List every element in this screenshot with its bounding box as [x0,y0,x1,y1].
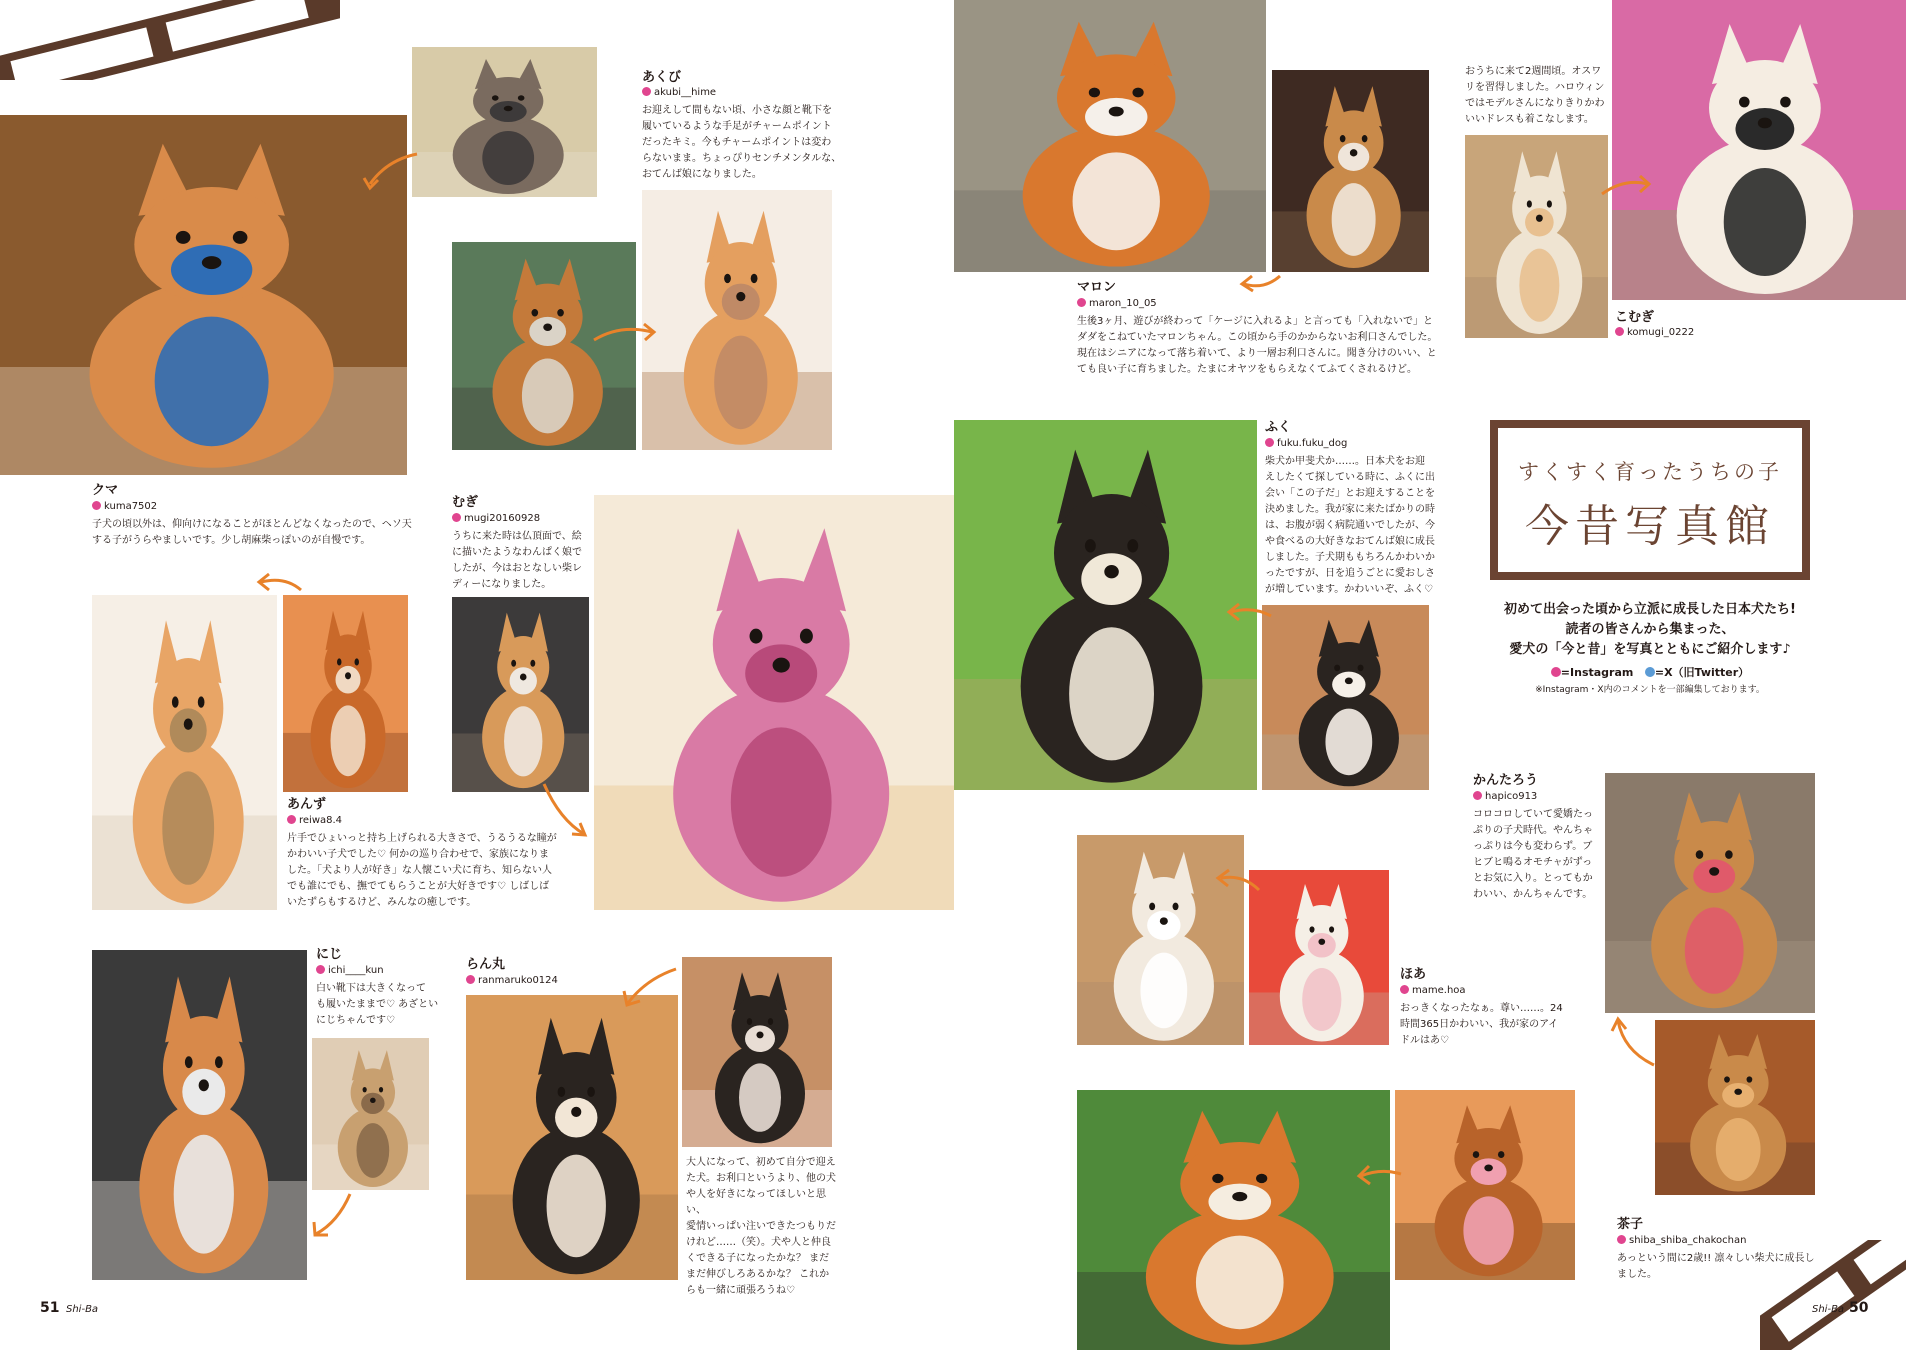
instagram-icon [1617,1235,1626,1244]
comment-line: ヒブヒ鳴るオモチャがずっ [1473,857,1593,868]
comment-line: ぷりの子犬時代。やんちゃ [1473,825,1593,836]
handle-text: fuku.fuku_dog [1277,438,1348,449]
comment-line: だったキミ。今もチャームポイントは変わ [642,137,832,148]
handle-text: reiwa8.4 [299,815,343,826]
comment-line: 履いているような手足がチャームポイント [642,121,832,132]
dog-photo-image [1249,870,1389,1045]
comment-line: うちに来た時は仏頂面で、絵 [452,531,582,542]
dog-handle [1077,298,1157,310]
dog-handle [452,513,540,525]
comment-line: いいドレスも着こなします。 [1465,114,1594,125]
photo-fuku-now [954,420,1257,790]
handle-text: mugi20160928 [464,513,541,524]
dog-photo-image [1465,135,1608,338]
dog-comment [1473,807,1603,903]
comment-line: わいい、かんちゃんです。 [1473,889,1593,900]
dog-name: ほあ [1400,967,1427,982]
comment-line: しました。子犬期ももちろんかわいか [1265,552,1435,563]
dog-name: あんず [287,797,327,812]
dog-comment [1265,454,1445,598]
dog-photo-image [1262,605,1429,790]
comment-line: ダダをこねていたマロンちゃん。この頃から手のかからないお利口さんでした。 [1077,332,1438,343]
arrow-icon [310,1190,355,1240]
feature-note: ※Instagram・X内のコメントを一部編集しております。 [1535,685,1765,695]
comment-line: らも一緒に頑張ろうね♡ [686,1285,795,1296]
lead-line: 読者の皆さんから集まった、 [1565,622,1735,637]
comment-line: や食べるの大好きなおてんば娘に成長 [1265,536,1435,547]
handle-text: akubi__hime [654,87,717,98]
photo-chako-now [1077,1090,1390,1350]
instagram-icon [1551,667,1561,677]
comment-line: けれど……（笑）。犬や人と仲良 [686,1237,831,1248]
comment-line: おうちに来て2週間頃。オスワ [1465,66,1602,77]
instagram-icon [642,87,651,96]
arrow-icon [1610,1015,1660,1070]
arrow-icon [362,148,422,193]
comment-line: ではモデルさんになりきりかわ [1465,98,1605,109]
dog-photo-image [642,190,832,450]
dog-name: 茶子 [1617,1217,1644,1232]
photo-mugi-puppy [452,597,589,792]
arrow-icon [1238,270,1283,295]
dog-comment [1400,1001,1565,1049]
handle-text: maron_10_05 [1089,298,1157,309]
dog-photo-image [92,950,307,1280]
comment-line: が増しています。かわいいぞ、ふく♡ [1265,584,1433,595]
instagram-icon [452,513,461,522]
instagram-icon [316,965,325,974]
photo-akubi-now [642,190,832,450]
comment-line: リを習得しました。ハロウィン [1465,82,1605,93]
dog-name: ふく [1265,420,1292,435]
dog-handle [1617,1235,1746,1247]
photo-hoa-puppy [1249,870,1389,1045]
comment-line: ても良い子に育ちました。たまにオヤツをもらえなくてふてくされるけど。 [1077,364,1417,375]
dog-photo-image [1077,1090,1390,1350]
dog-comment [642,103,842,183]
comment-line: ドルはあ♡ [1400,1035,1449,1046]
legend-x: =X（旧Twitter） [1654,666,1750,679]
comment-line: まだ伸びしろあるかな？ これか [686,1269,830,1280]
film-strip-top-left [0,0,340,80]
photo-anzu-now [92,595,277,910]
feature-subtitle: すくすく育ったうちの子 [1518,460,1782,484]
photo-kantaro-puppy [1655,1020,1815,1195]
photo-mugi-now [594,495,954,910]
sns-legend [1480,664,1820,680]
feature-title-frame [1490,420,1810,580]
lead-line: 初めて出会った頃から立派に成長した日本犬たち! [1504,602,1796,617]
comment-line: したが、今はおとなしい柴レ [452,563,582,574]
comment-line: 現在はシニアになって落ち着いて、より一層お利口さんに。聞き分けのいい、と [1077,348,1437,359]
comment-line: 時間365日かわいい、我が家のアイ [1400,1019,1559,1030]
photo-maron-now [954,0,1266,272]
comment-line: らないまま。ちょっぴりセンチメンタルな、 [642,153,842,164]
comment-line: ディーになりました。 [452,579,552,590]
dog-name: むぎ [452,495,479,510]
dog-photo-image [1605,773,1815,1013]
dog-name: あくび [642,70,682,85]
photo-ranmaru-now [466,995,678,1280]
dog-photo-image [954,0,1266,272]
dog-handle [1615,327,1694,339]
dog-comment [686,1155,836,1299]
comment-line: 白い靴下は大きくなって [316,983,426,994]
dog-name: クマ [92,483,119,498]
feature-lead [1480,600,1820,660]
arrow-icon [1598,170,1653,200]
page-number-right: 50 [1849,1300,1869,1316]
comment-line: 生後3ヶ月、遊びが終わって「ケージに入れるよ」と言っても「入れないで」と [1077,316,1434,327]
dog-handle [466,975,558,987]
dog-comment [1077,314,1447,378]
comment-line: えしたくて探している時に、ふくに出 [1265,472,1435,483]
photo-komugi-puppy [1465,135,1608,338]
dog-handle [92,501,157,513]
dog-photo-image [312,1038,429,1190]
dog-comment [316,981,441,1029]
magazine-brand-right: Shi-Ba [1812,1304,1845,1315]
instagram-icon [1615,327,1624,336]
dog-handle [642,87,716,99]
photo-anzu-puppy [283,595,408,792]
photo-ranmaru-puppy [682,957,832,1147]
magazine-brand-left: Shi-Ba [66,1304,99,1315]
dog-handle [316,965,384,977]
handle-text: shiba_shiba_chakochan [1629,1235,1747,1246]
comment-line: 大人になって、初めて自分で迎え [686,1157,836,1168]
dog-handle [1265,438,1347,450]
instagram-icon [1400,985,1409,994]
photo-kuma-now [0,115,407,475]
instagram-icon [1265,438,1274,447]
comment-line: した。「犬より人が好き」な人懐こい犬に育ち、知らない人 [287,865,552,876]
dog-photo-image [466,995,678,1280]
dog-comment [287,831,587,911]
dog-name: らん丸 [466,957,506,972]
dog-photo-image [594,495,954,910]
comment-line: おてんば娘になりました。 [642,169,762,180]
photo-niji-now [92,950,307,1280]
comment-line: た犬。お利口というより、他の犬 [686,1173,836,1184]
comment-line: 子犬の頃以外は、仰向けになることがほとんどなくなったので、ヘソ天 [92,519,412,530]
comment-line: くできる子になったかな？ まだ [686,1253,830,1264]
photo-hoa-now [1077,835,1244,1045]
instagram-icon [1473,791,1482,800]
comment-line: 会い「この子だ」とお迎えすることを [1265,488,1435,499]
page-number-left: 51 [40,1300,60,1316]
comment-line: でも誰にでも、撫でてもらうことが大好きです♡ しばしば [287,881,550,892]
photo-maron-puppy [1272,70,1429,272]
dog-comment [452,529,592,593]
comment-line: ったですが、日を追うごとに愛おしさ [1265,568,1435,579]
handle-text: hapico913 [1485,791,1538,802]
photo-chako-puppy [1395,1090,1575,1280]
comment-line: 決めました。我が家に来たばかりの時 [1265,504,1435,515]
comment-line: する子がうらやましいです。少し胡麻柴っぽいのが自慢です。 [92,535,371,546]
photo-fuku-puppy [1262,605,1429,790]
comment-line: コロコロしていて愛嬌たっ [1473,809,1593,820]
instagram-icon [466,975,475,984]
instagram-icon [287,815,296,824]
dog-photo-image [1395,1090,1575,1280]
photo-niji-puppy [312,1038,429,1190]
handle-text: komugi_0222 [1627,327,1695,338]
dog-name: にじ [316,947,343,962]
feature-title: 今昔写真館 [1525,501,1775,552]
dog-name: マロン [1077,280,1117,295]
photo-kantaro-now [1605,773,1815,1013]
dog-name: かんたろう [1473,773,1539,788]
comment-line: かわいい子犬でした♡ 何かの巡り合わせで、家族になりま [287,849,549,860]
dog-comment [1465,64,1610,128]
x-icon [1645,667,1655,677]
comment-line: に描いたようなわんぱく娘で [452,547,582,558]
comment-line: 片手でひょいっと持ち上げられる大きさで、うるうるな瞳が [287,833,557,844]
dog-handle [1473,791,1537,803]
comment-line: や人を好きになってほしいと思い、 [686,1189,826,1216]
dog-photo-image [283,595,408,792]
dog-handle [1400,985,1466,997]
dog-photo-image [1272,70,1429,272]
handle-text: mame.hoa [1412,985,1466,996]
dog-photo-image [92,595,277,910]
comment-line: っぷりは今も変わらず。ブ [1473,841,1593,852]
comment-line: おっきくなったなぁ。尊い……。24 [1400,1003,1563,1014]
arrow-icon [590,318,660,348]
dog-photo-image [412,47,597,197]
dog-name: こむぎ [1615,310,1655,325]
arrow-icon [620,965,680,1010]
comment-line: も履いたままで♡ あざとい [316,999,439,1010]
dog-photo-image [1612,0,1906,300]
legend-instagram: =Instagram [1560,666,1634,679]
dog-photo-image [682,957,832,1147]
instagram-icon [1077,298,1086,307]
handle-text: ranmaruko0124 [478,975,558,986]
comment-line: とお気に入り。とってもか [1473,873,1593,884]
comment-line: いたずらもするけど、みんなの癒しです。 [287,897,477,908]
dog-comment [92,517,422,549]
photo-komugi-now [1612,0,1906,300]
dog-handle [287,815,342,827]
dog-photo-image [954,420,1257,790]
arrow-icon [1225,600,1275,625]
photo-kuma-puppy [412,47,597,197]
lead-line: 愛犬の「今と昔」を写真とともにご紹介します♪ [1509,642,1791,657]
dog-photo-image [452,597,589,792]
comment-line: あっという間に2歳!! 凛々しい柴犬に成長し [1617,1253,1815,1264]
handle-text: ichi____kun [328,965,384,976]
dog-photo-image [1655,1020,1815,1195]
comment-line: 柴犬か甲斐犬か……。日本犬をお迎 [1265,456,1425,467]
arrow-icon [1355,1160,1405,1190]
handle-text: kuma7502 [104,501,158,512]
comment-line: は、お腹が弱く病院通いでしたが、今 [1265,520,1435,531]
comment-line: 愛情いっぱい注いできたつもりだ [686,1221,836,1232]
instagram-icon [92,501,101,510]
dog-photo-image [0,115,407,475]
comment-line: ました。 [1617,1269,1657,1280]
arrow-icon [255,570,305,595]
dog-comment [1617,1251,1817,1283]
dog-photo-image [1077,835,1244,1045]
arrow-icon [1213,868,1263,898]
comment-line: お迎えして間もない頃、小さな顔と靴下を [642,105,832,116]
comment-line: にじちゃんです♡ [316,1015,395,1026]
